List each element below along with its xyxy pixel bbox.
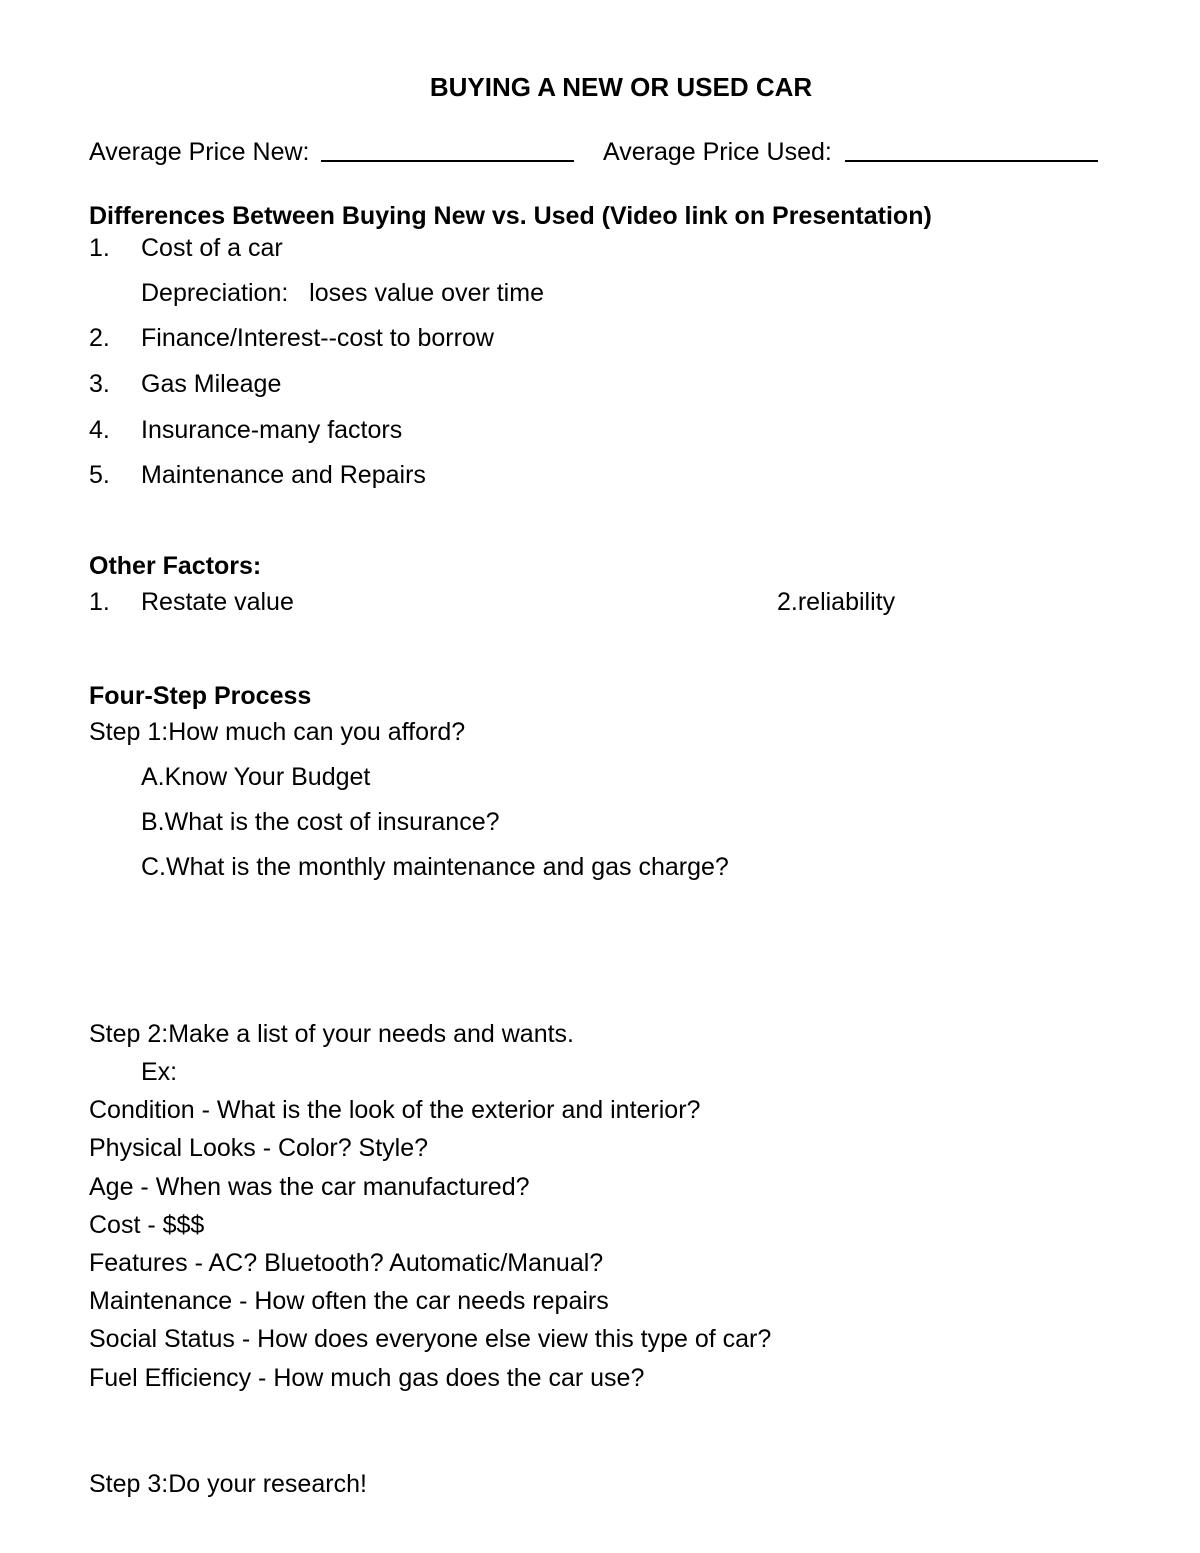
step-2-title: Step 2:Make a list of your needs and wants.: [89, 1020, 574, 1048]
example-item: Social Status - How does everyone else view this type of car?: [89, 1325, 772, 1353]
list-item-number: 1.: [89, 588, 110, 616]
step-3-title: Step 3:Do your research!: [89, 1470, 367, 1498]
list-item-number: 4.: [89, 416, 110, 444]
example-item: Features - AC? Bluetooth? Automatic/Manual?: [89, 1249, 604, 1277]
list-item: Restate value: [141, 588, 294, 616]
step-1-subitem: B.What is the cost of insurance?: [141, 808, 500, 836]
average-price-new-blank[interactable]: [321, 160, 574, 162]
list-item: Cost of a car: [141, 234, 283, 262]
example-item: Maintenance - How often the car needs repairs: [89, 1287, 609, 1315]
step-1-title: Step 1:How much can you afford?: [89, 718, 466, 746]
list-item-number: 1.: [89, 234, 110, 262]
example-item: Physical Looks - Color? Style?: [89, 1134, 429, 1162]
list-item: Maintenance and Repairs: [141, 461, 426, 489]
list-item-number: 5.: [89, 461, 110, 489]
average-price-used-label: Average Price Used:: [603, 138, 832, 166]
other-factors-heading: Other Factors:: [89, 552, 262, 580]
step-1-subitem: C.What is the monthly maintenance and gas charge?: [141, 853, 729, 881]
list-item: Finance/Interest--cost to borrow: [141, 324, 494, 352]
example-label: Ex:: [141, 1058, 178, 1086]
step-1-subitem: A.Know Your Budget: [141, 763, 371, 791]
differences-heading: Differences Between Buying New vs. Used (Video link on Presentation): [89, 202, 932, 230]
example-item: Cost - $$$: [89, 1211, 205, 1239]
page-title: BUYING A NEW OR USED CAR: [429, 72, 813, 102]
list-item-number: 3.: [89, 370, 110, 398]
average-price-new-label: Average Price New:: [89, 138, 310, 166]
example-item: Age - When was the car manufactured?: [89, 1173, 530, 1201]
example-item: Condition - What is the look of the exterior and interior?: [89, 1096, 701, 1124]
list-item: Depreciation: loses value over time: [141, 279, 544, 307]
list-item: Insurance-many factors: [141, 416, 403, 444]
four-step-heading: Four-Step Process: [89, 682, 312, 710]
list-item: 2.reliability: [777, 588, 896, 616]
list-item: Gas Mileage: [141, 370, 282, 398]
example-item: Fuel Efficiency - How much gas does the car use?: [89, 1364, 645, 1392]
list-item-number: 2.: [89, 324, 110, 352]
average-price-used-blank[interactable]: [845, 160, 1098, 162]
